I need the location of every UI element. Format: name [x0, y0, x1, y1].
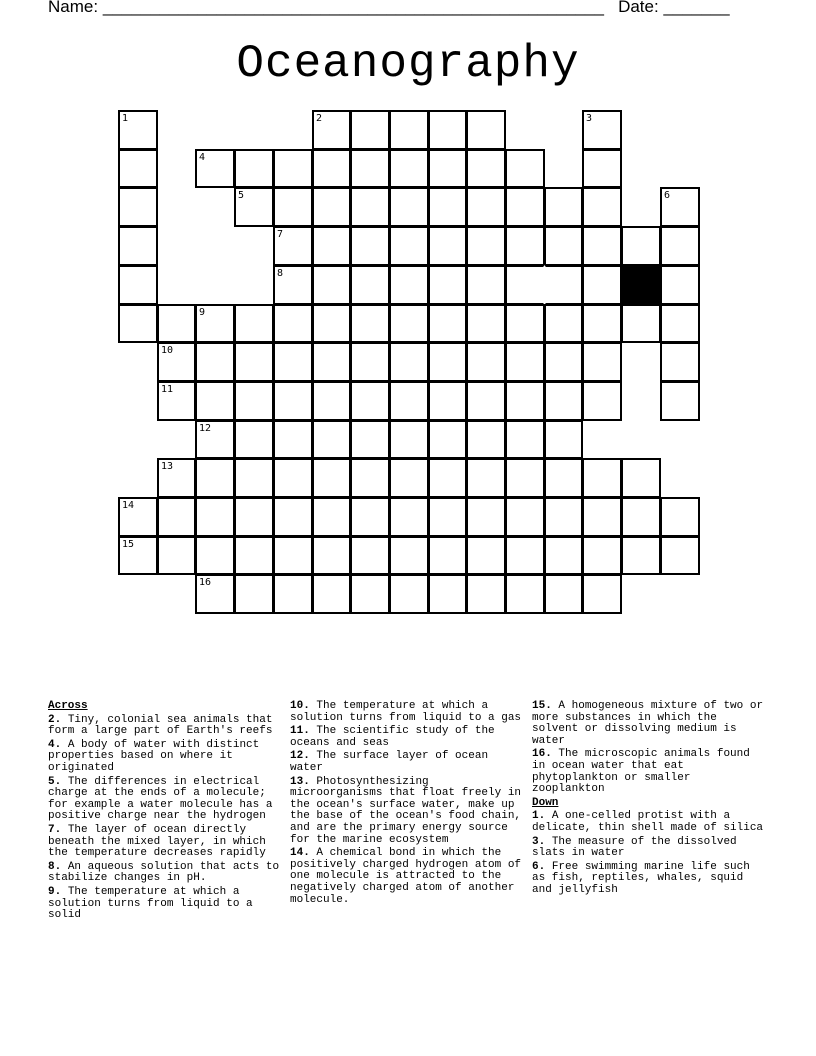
grid-cell[interactable]: [118, 187, 158, 227]
grid-cell[interactable]: [466, 420, 506, 459]
clue-number: 15: [122, 539, 135, 550]
grid-cell[interactable]: [505, 536, 545, 575]
grid-cell[interactable]: [118, 304, 158, 343]
grid-cell[interactable]: [621, 536, 661, 575]
grid-cell[interactable]: [505, 304, 545, 343]
grid-cell[interactable]: [195, 381, 235, 421]
clue-across-14: 14. A chemical bond in which the positively charged hydrogen atom of one molecule is attracted to the negatively charged atom of another molecule.: [290, 847, 522, 906]
grid-cell[interactable]: [582, 226, 622, 266]
grid-cell[interactable]: [273, 381, 313, 421]
grid-cell[interactable]: [466, 574, 506, 614]
grid-cell[interactable]: [234, 149, 274, 188]
grid-cell[interactable]: [273, 536, 313, 575]
grid-cell[interactable]: [544, 187, 583, 227]
grid-cell[interactable]: [350, 574, 390, 614]
grid-cell[interactable]: [582, 187, 622, 227]
grid-cell[interactable]: [195, 458, 235, 498]
clue-number: 1: [122, 113, 129, 124]
grid-cell[interactable]: [505, 149, 545, 188]
grid-cell[interactable]: [195, 342, 235, 382]
grid-cell[interactable]: [234, 342, 274, 382]
clue-across-10: 10. The temperature at which a solution turns from liquid to a gas: [290, 700, 522, 724]
grid-cell[interactable]: [389, 342, 429, 382]
grid-cell[interactable]: [389, 110, 429, 150]
grid-cell[interactable]: [428, 574, 467, 614]
grid-cell[interactable]: [428, 536, 467, 575]
clue-down-6: 6. Free swimming marine life such as fish, reptiles, whales, squid and jellyfish: [532, 860, 750, 896]
grid-cell[interactable]: [582, 458, 622, 498]
grid-cell[interactable]: [118, 226, 158, 266]
clues-column-1: [48, 701, 280, 924]
clue-across-4: 4. A body of water with distinct properties based on where it originated: [48, 738, 260, 774]
grid-cell[interactable]: [234, 420, 274, 459]
grid-cell[interactable]: [157, 381, 196, 421]
clue-across-8: 8. An aqueous solution that acts to stabilize changes in pH.: [48, 860, 280, 885]
clue-number: 8: [277, 268, 284, 279]
grid-cell[interactable]: [389, 149, 429, 188]
grid-cell[interactable]: [312, 110, 351, 150]
clue-number: 13: [161, 461, 174, 472]
clue-down-3: 3. The measure of the dissolved slats in water: [532, 835, 737, 860]
clue-across-11: 11. The scientific study of the oceans and seas: [290, 725, 495, 749]
grid-cell[interactable]: [389, 187, 429, 227]
grid-cell[interactable]: [273, 458, 313, 498]
grid-cell[interactable]: [544, 458, 583, 498]
grid-cell[interactable]: [428, 149, 467, 188]
grid-cell[interactable]: [466, 381, 506, 421]
clue-number: 14: [122, 500, 135, 511]
grid-cell[interactable]: [195, 536, 235, 575]
grid-cell[interactable]: [350, 226, 390, 266]
clue-across-16: 16. The microscopic animals found in ocean water that eat phytoplankton or smaller zooplankton: [532, 748, 750, 796]
name-line[interactable]: _____________________________________________________: [102, 0, 604, 16]
grid-cell[interactable]: [273, 226, 313, 266]
grid-cell[interactable]: [157, 458, 196, 498]
grid-cell[interactable]: [389, 574, 429, 614]
grid-cell[interactable]: [350, 342, 390, 382]
grid-cell[interactable]: [312, 497, 351, 537]
grid-cell[interactable]: [389, 497, 429, 537]
grid-cell[interactable]: [234, 536, 274, 575]
grid-cell[interactable]: [195, 304, 235, 343]
grid-cell[interactable]: [234, 458, 274, 498]
clue-number: 9: [199, 307, 206, 318]
grid-cell[interactable]: [544, 265, 583, 305]
grid-cell[interactable]: [234, 497, 274, 537]
grid-cell[interactable]: [389, 265, 429, 305]
grid-cell[interactable]: [195, 497, 235, 537]
grid-cell[interactable]: [195, 574, 235, 614]
grid-cell[interactable]: [544, 497, 583, 537]
grid-cell[interactable]: [273, 149, 313, 188]
clue-number: 4: [199, 152, 206, 163]
grid-cell[interactable]: [505, 458, 545, 498]
clue-number: 6: [664, 190, 671, 201]
grid-cell[interactable]: [660, 536, 700, 575]
grid-cell[interactable]: [273, 497, 313, 537]
grid-cell[interactable]: [466, 149, 506, 188]
grid-cell[interactable]: [389, 381, 429, 421]
clue-across-12: 12. The surface layer of ocean water: [290, 750, 489, 774]
grid-cell[interactable]: [428, 381, 467, 421]
grid-cell[interactable]: [273, 342, 313, 382]
grid-cell[interactable]: [389, 304, 429, 343]
grid-cell[interactable]: [350, 187, 390, 227]
grid-cell[interactable]: [273, 187, 313, 227]
grid-cell[interactable]: [505, 420, 545, 459]
clue-across-15: 15. A homogeneous mixture of two or more substances in which the solvent or dissolving medium is water: [532, 700, 764, 747]
grid-cell[interactable]: [118, 497, 158, 537]
down-heading: Down: [532, 796, 559, 809]
grid-cell[interactable]: [505, 265, 545, 305]
clues-column-3: [532, 701, 764, 899]
grid-cell[interactable]: [505, 497, 545, 537]
grid-cell[interactable]: [505, 187, 545, 227]
grid-cell[interactable]: [544, 342, 583, 382]
grid-cell[interactable]: [350, 497, 390, 537]
grid-cell[interactable]: [389, 536, 429, 575]
grid-cell[interactable]: [312, 574, 351, 614]
grid-cell[interactable]: [466, 536, 506, 575]
grid-cell[interactable]: [466, 304, 506, 343]
grid-cell[interactable]: [234, 187, 274, 227]
grid-cell[interactable]: [544, 536, 583, 575]
grid-cell[interactable]: [428, 110, 467, 150]
grid-cell[interactable]: [350, 536, 390, 575]
grid-cell[interactable]: [118, 265, 158, 305]
grid-cell[interactable]: [312, 420, 351, 459]
clue-number: 2: [316, 113, 323, 124]
clue-across-5: 5. The differences in electrical charge at the ends of a molecule; for example a water molecule has a positive charge near the hydrogen: [48, 775, 273, 823]
clue-number: 7: [277, 229, 284, 240]
grid-cell[interactable]: [389, 458, 429, 498]
date-line[interactable]: _______: [663, 0, 730, 16]
grid-cell[interactable]: [582, 110, 622, 150]
grid-cell[interactable]: [505, 342, 545, 382]
grid-cell[interactable]: [312, 342, 351, 382]
grid-cell[interactable]: [428, 458, 467, 498]
grid-cell[interactable]: [195, 420, 235, 459]
grid-cell[interactable]: [466, 342, 506, 382]
grid-cell[interactable]: [505, 381, 545, 421]
grid-cell[interactable]: [544, 226, 583, 266]
grid-cell[interactable]: [234, 574, 274, 614]
grid-cell[interactable]: [582, 536, 622, 575]
grid-cell[interactable]: [428, 497, 467, 537]
grid-cell[interactable]: [466, 110, 506, 150]
grid-cell[interactable]: [660, 304, 700, 343]
date-label: Date:: [618, 0, 659, 16]
grid-cell[interactable]: [389, 226, 429, 266]
grid-cell[interactable]: [312, 536, 351, 575]
grid-cell[interactable]: [505, 226, 545, 266]
grid-cell[interactable]: [621, 304, 661, 343]
clue-number: 3: [586, 113, 593, 124]
grid-cell[interactable]: [660, 187, 700, 227]
grid-cell[interactable]: [428, 342, 467, 382]
grid-cell[interactable]: [350, 420, 390, 459]
grid-cell[interactable]: [350, 265, 390, 305]
grid-cell[interactable]: [234, 304, 274, 343]
grid-cell[interactable]: [582, 304, 622, 343]
clue-down-1: 1. A one-celled protist with a delicate, thin shell made of silica: [532, 810, 764, 834]
grid-cell[interactable]: [660, 381, 700, 421]
grid-cell[interactable]: [582, 381, 622, 421]
grid-cell[interactable]: [350, 381, 390, 421]
name-label: Name:: [48, 0, 99, 16]
grid-cell[interactable]: [312, 381, 351, 421]
clue-number: 16: [199, 577, 212, 588]
grid-cell[interactable]: [621, 458, 661, 498]
clue-number: 10: [161, 345, 174, 356]
grid-cell[interactable]: [157, 497, 196, 537]
clue-number: 12: [199, 423, 212, 434]
grid-cell[interactable]: [660, 226, 700, 266]
grid-cell[interactable]: [312, 304, 351, 343]
grid-cell[interactable]: [621, 226, 661, 266]
across-heading: Across: [48, 700, 88, 712]
grid-cell[interactable]: [660, 265, 700, 305]
grid-cell[interactable]: [428, 265, 467, 305]
grid-cell[interactable]: [157, 304, 196, 343]
grid-cell[interactable]: [582, 265, 622, 305]
grid-cell[interactable]: [350, 304, 390, 343]
grid-cell[interactable]: [195, 149, 235, 188]
clue-number: 11: [161, 384, 174, 395]
grid-cell[interactable]: [312, 187, 351, 227]
grid-cell[interactable]: [660, 342, 700, 382]
clue-across-7: 7. The layer of ocean directly beneath the mixed layer, in which the temperature decreases rapidly: [48, 823, 266, 860]
grid-cell[interactable]: [157, 536, 196, 575]
grid-cell[interactable]: [544, 574, 583, 614]
grid-cell[interactable]: [582, 574, 622, 614]
grid-cell[interactable]: [350, 149, 390, 188]
grid-cell[interactable]: [350, 110, 390, 150]
grid-cell[interactable]: [582, 342, 622, 382]
grid-cell[interactable]: [312, 226, 351, 266]
grid-cell[interactable]: [389, 420, 429, 459]
grid-cell[interactable]: [312, 149, 351, 188]
grid-cell[interactable]: [157, 342, 196, 382]
grid-cell[interactable]: [466, 226, 506, 266]
grid-cell[interactable]: [582, 497, 622, 537]
grid-cell[interactable]: [118, 110, 158, 150]
grid-cell[interactable]: [234, 381, 274, 421]
grid-cell[interactable]: [544, 420, 583, 459]
grid-cell[interactable]: [350, 458, 390, 498]
clue-across-13: 13. Photosynthesizing microorganisms that float freely in the ocean's surface water, make up the base of the ocean's food chain, and are the primary energy source for the marine ecosystem: [290, 775, 522, 846]
grid-cell[interactable]: [582, 149, 622, 188]
grid-cell[interactable]: [660, 497, 700, 537]
grid-cell[interactable]: [428, 187, 467, 227]
grid-cell[interactable]: [505, 574, 545, 614]
page-title: Oceanography: [236, 38, 580, 90]
grid-cell[interactable]: [428, 226, 467, 266]
grid-cell[interactable]: [312, 265, 351, 305]
black-cell: [621, 265, 661, 305]
grid-cell[interactable]: [544, 304, 583, 343]
grid-cell[interactable]: [273, 420, 313, 459]
grid-cell[interactable]: [428, 420, 467, 459]
grid-cell[interactable]: [466, 497, 506, 537]
grid-cell[interactable]: [466, 187, 506, 227]
clue-number: 5: [238, 190, 245, 201]
grid-cell[interactable]: [621, 497, 661, 537]
grid-cell[interactable]: [118, 536, 158, 575]
clue-across-9: 9. The temperature at which a solution turns from liquid to a solid: [48, 885, 253, 922]
grid-cell[interactable]: [118, 149, 158, 188]
clues-column-2: [290, 701, 522, 908]
clue-across-2: 2. Tiny, colonial sea animals that form a large part of Earth's reefs: [48, 713, 273, 738]
grid-cell[interactable]: [428, 304, 467, 343]
grid-cell[interactable]: [273, 574, 313, 614]
grid-cell[interactable]: [466, 265, 506, 305]
grid-cell[interactable]: [466, 458, 506, 498]
grid-cell[interactable]: [273, 304, 313, 343]
grid-cell[interactable]: [273, 265, 313, 305]
grid-cell[interactable]: [544, 381, 583, 421]
grid-cell[interactable]: [312, 458, 351, 498]
